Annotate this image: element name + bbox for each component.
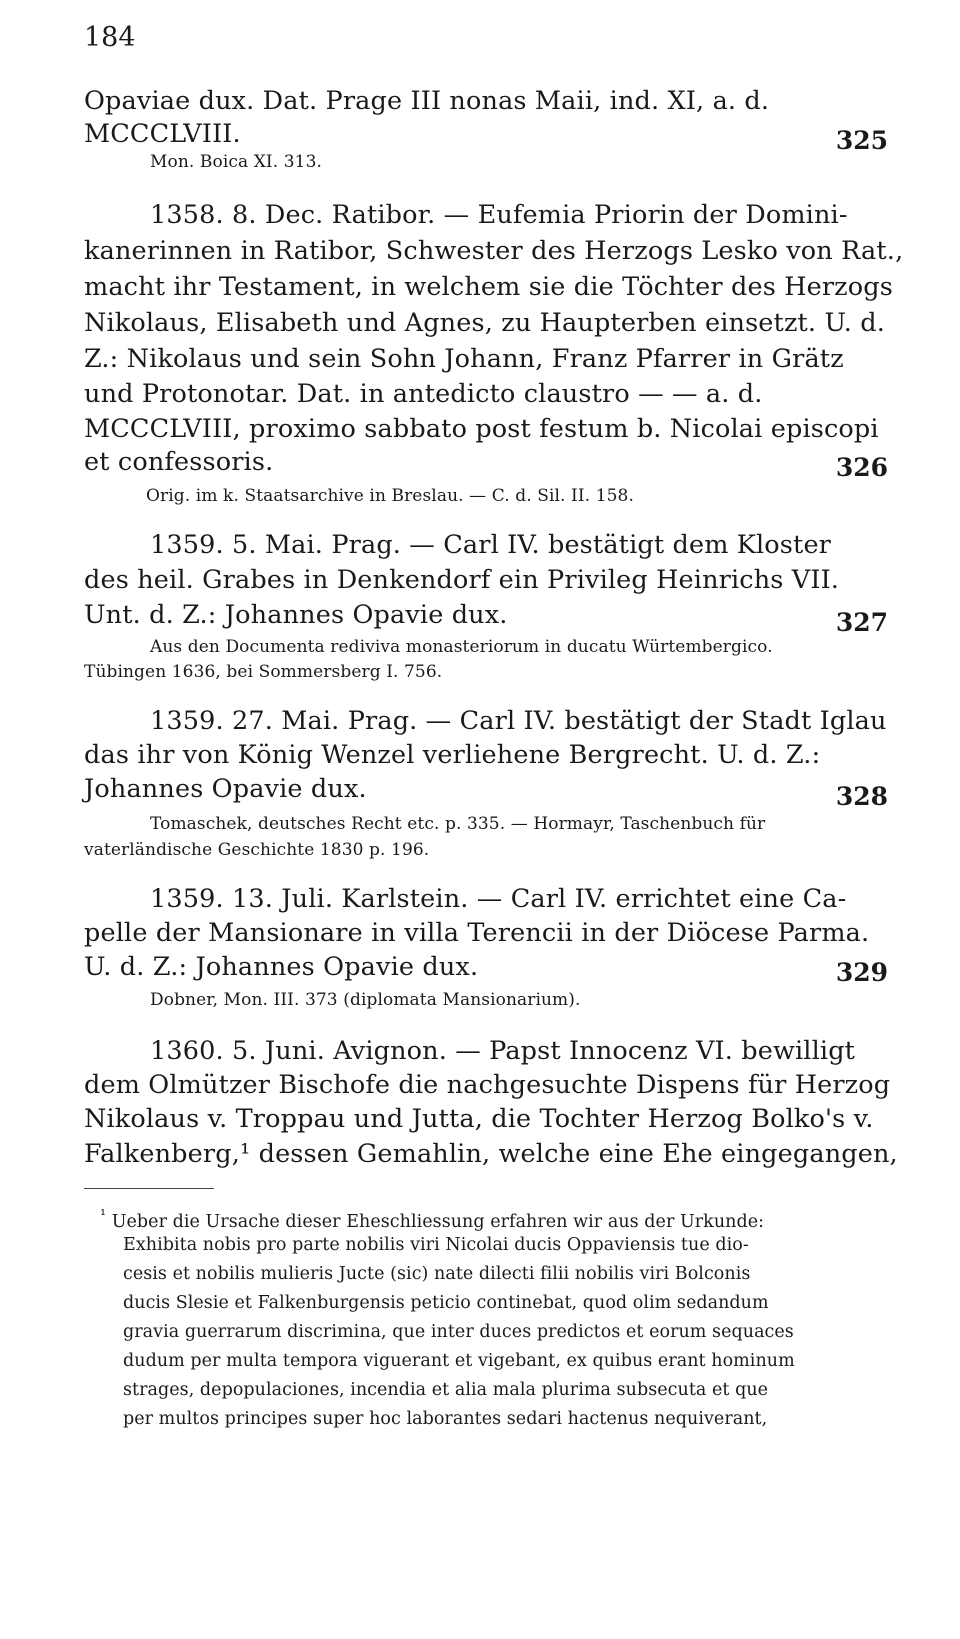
- entry-328-line-3: Johannes Opavie dux.: [84, 774, 367, 804]
- footnote-line-3: cesis et nobilis mulieris Jucte (sic) nate dilecti filii nobilis viri Bolconis: [123, 1264, 751, 1284]
- entry-327-source-1: Aus den Documenta rediviva monasteriorum in ducatu Würtembergico.: [150, 637, 773, 657]
- entry-329-number: 329: [835, 958, 888, 987]
- page-number: 184: [84, 22, 136, 53]
- footnote-line-5: gravia guerrarum discrimina, que inter duces predictos et eorum sequaces: [123, 1322, 794, 1342]
- entry-329-source: Dobner, Mon. III. 373 (diplomata Mansionarium).: [150, 990, 581, 1010]
- entry-329-line-2: pelle der Mansionare in villa Terencii in der Diöcese Parma.: [84, 918, 870, 948]
- entry-327-line-2: des heil. Grabes in Denkendorf ein Privileg Heinrichs VII.: [84, 565, 840, 595]
- footnote-line-7: strages, depopulaciones, incendia et alia mala plurima subsecuta et que: [123, 1380, 769, 1400]
- entry-326-line-5: Z.: Nikolaus und sein Sohn Johann, Franz Pfarrer in Grätz: [84, 344, 844, 374]
- footnote-line-8: per multos principes super hoc laborantes sedari hactenus nequiverant,: [123, 1409, 768, 1429]
- entry-326-source: Orig. im k. Staatsarchive in Breslau. — C. d. Sil. II. 158.: [146, 486, 634, 506]
- entry-329-line-1: 1359. 13. Juli. Karlstein. — Carl IV. errichtet eine Ca-: [150, 884, 847, 914]
- footnote-line-1-text: Ueber die Ursache dieser Eheschliessung erfahren wir aus der Urkunde:: [111, 1211, 765, 1232]
- footnote-marker: ¹: [100, 1206, 107, 1224]
- entry-327-source-2: Tübingen 1636, bei Sommersberg I. 756.: [84, 662, 443, 682]
- entry-326-line-7: MCCCLVIII, proximo sabbato post festum b. Nicolai episcopi: [84, 414, 879, 444]
- entry-326-line-4: Nikolaus, Elisabeth und Agnes, zu Haupterben einsetzt. U. d.: [84, 308, 885, 338]
- footnote-line-1: [100, 1206, 870, 1232]
- footnote-line-6: dudum per multa tempora viguerant et vigebant, ex quibus erant hominum: [123, 1351, 795, 1371]
- footnote-line-2: Exhibita nobis pro parte nobilis viri Nicolai ducis Oppaviensis tue dio-: [123, 1235, 749, 1255]
- entry-325-line-1: Opaviae dux. Dat. Prage III nonas Maii, ind. XI, a. d.: [84, 86, 770, 116]
- entry-327-line-3: Unt. d. Z.: Johannes Opavie dux.: [84, 600, 508, 630]
- entry-328-line-1: 1359. 27. Mai. Prag. — Carl IV. bestätigt der Stadt Iglau: [150, 706, 887, 736]
- entry-325-number: 325: [835, 126, 888, 155]
- footnote-divider: [84, 1188, 214, 1189]
- entry-328-number: 328: [835, 782, 888, 811]
- entry-330-line-3: Nikolaus v. Troppau und Jutta, die Tochter Herzog Bolko's v.: [84, 1104, 874, 1134]
- entry-325-source: Mon. Boica XI. 313.: [150, 152, 322, 172]
- entry-326-line-1: 1358. 8. Dec. Ratibor. — Eufemia Priorin der Domini-: [150, 200, 848, 230]
- entry-329-line-3: U. d. Z.: Johannes Opavie dux.: [84, 952, 479, 982]
- entry-327-number: 327: [835, 608, 888, 637]
- entry-330-line-1: 1360. 5. Juni. Avignon. — Papst Innocenz VI. bewilligt: [150, 1036, 856, 1066]
- entry-326-line-8: et confessoris.: [84, 447, 274, 477]
- entry-326-number: 326: [835, 453, 888, 482]
- entry-330-line-2: dem Olmützer Bischofe die nachgesuchte Dispens für Herzog: [84, 1070, 891, 1100]
- entry-326-line-6: und Protonotar. Dat. in antedicto claustro — — a. d.: [84, 379, 763, 409]
- entry-326-line-2: kanerinnen in Ratibor, Schwester des Herzogs Lesko von Rat.,: [84, 236, 904, 266]
- entry-326-line-3: macht ihr Testament, in welchem sie die Töchter des Herzogs: [84, 272, 893, 302]
- entry-328-line-2: das ihr von König Wenzel verliehene Bergrecht. U. d. Z.:: [84, 740, 821, 770]
- entry-325-line-2: MCCCLVIII.: [84, 119, 241, 149]
- entry-328-source-2: vaterländische Geschichte 1830 p. 196.: [84, 840, 430, 860]
- entry-330-line-4: Falkenberg,¹ dessen Gemahlin, welche eine Ehe eingegangen,: [84, 1139, 898, 1169]
- entry-327-line-1: 1359. 5. Mai. Prag. — Carl IV. bestätigt dem Kloster: [150, 530, 832, 560]
- entry-328-source-1: Tomaschek, deutsches Recht etc. p. 335. — Hormayr, Taschenbuch für: [150, 814, 766, 834]
- footnote-line-4: ducis Slesie et Falkenburgensis peticio continebat, quod olim sedandum: [123, 1293, 769, 1313]
